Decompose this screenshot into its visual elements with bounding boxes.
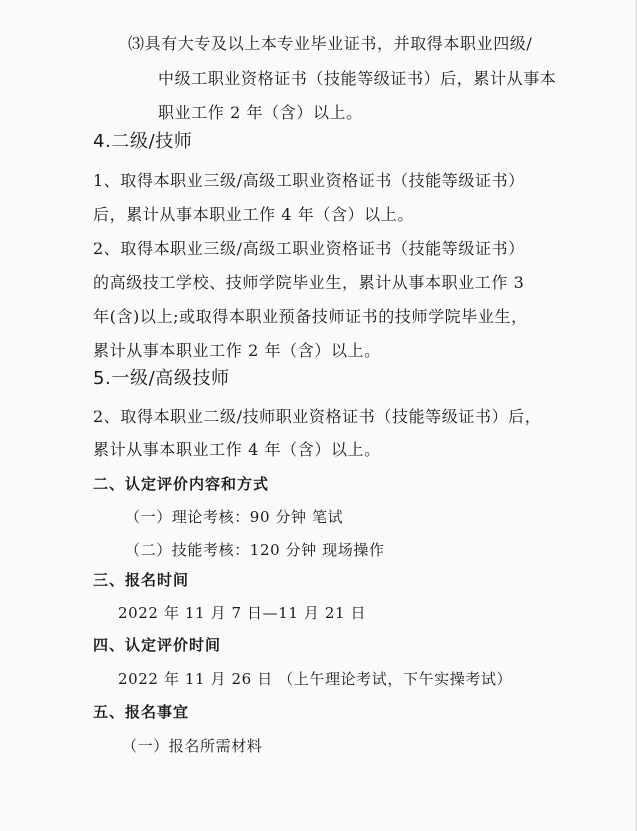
section-heading-5: 5.一级/高级技师 — [93, 368, 230, 389]
paragraph-line: 的高级技工学校、技师学院毕业生，累计从事本职业工作 3 — [93, 273, 525, 292]
section-heading-evaluation: 二、认定评价内容和方式 — [93, 475, 270, 493]
section-heading-registration-matters: 五、报名事宜 — [93, 703, 190, 721]
paragraph-line: 后，累计从事本职业工作 4 年（含）以上。 — [93, 205, 414, 224]
paragraph-line: 2、取得本职业三级/高级工职业资格证书（技能等级证书） — [93, 239, 525, 258]
registration-time-value: 2022 年 11 月 7 日—11 月 21 日 — [118, 604, 367, 622]
registration-materials-item: （一）报名所需材料 — [122, 737, 263, 755]
section-heading-evaluation-time: 四、认定评价时间 — [93, 636, 222, 654]
paragraph-line: 中级工职业资格证书（技能等级证书）后，累计从事本 — [158, 69, 557, 88]
section-heading-registration-time: 三、报名时间 — [93, 571, 190, 589]
paragraph-line: ⑶具有大专及以上本专业毕业证书，并取得本职业四级/ — [128, 34, 533, 53]
paragraph-line: 1、取得本职业三级/高级工职业资格证书（技能等级证书） — [93, 171, 525, 190]
evaluation-item-theory: （一）理论考核：90 分钟 笔试 — [125, 508, 344, 526]
paragraph-line: 2、取得本职业二级/技师职业资格证书（技能等级证书）后， — [93, 407, 542, 426]
paragraph-line: 职业工作 2 年（含）以上。 — [158, 103, 363, 122]
evaluation-time-value: 2022 年 11 月 26 日 （上午理论考试，下午实操考试） — [118, 670, 513, 688]
paragraph-line: 年(含)以上;或取得本职业预备技师证书的技师学院毕业生， — [93, 307, 528, 326]
section-heading-4: 4.二级/技师 — [93, 131, 193, 152]
paragraph-line: 累计从事本职业工作 4 年（含）以上。 — [93, 440, 381, 459]
paragraph-line: 累计从事本职业工作 2 年（含）以上。 — [93, 341, 381, 360]
evaluation-item-skill: （二）技能考核：120 分钟 现场操作 — [125, 541, 385, 559]
